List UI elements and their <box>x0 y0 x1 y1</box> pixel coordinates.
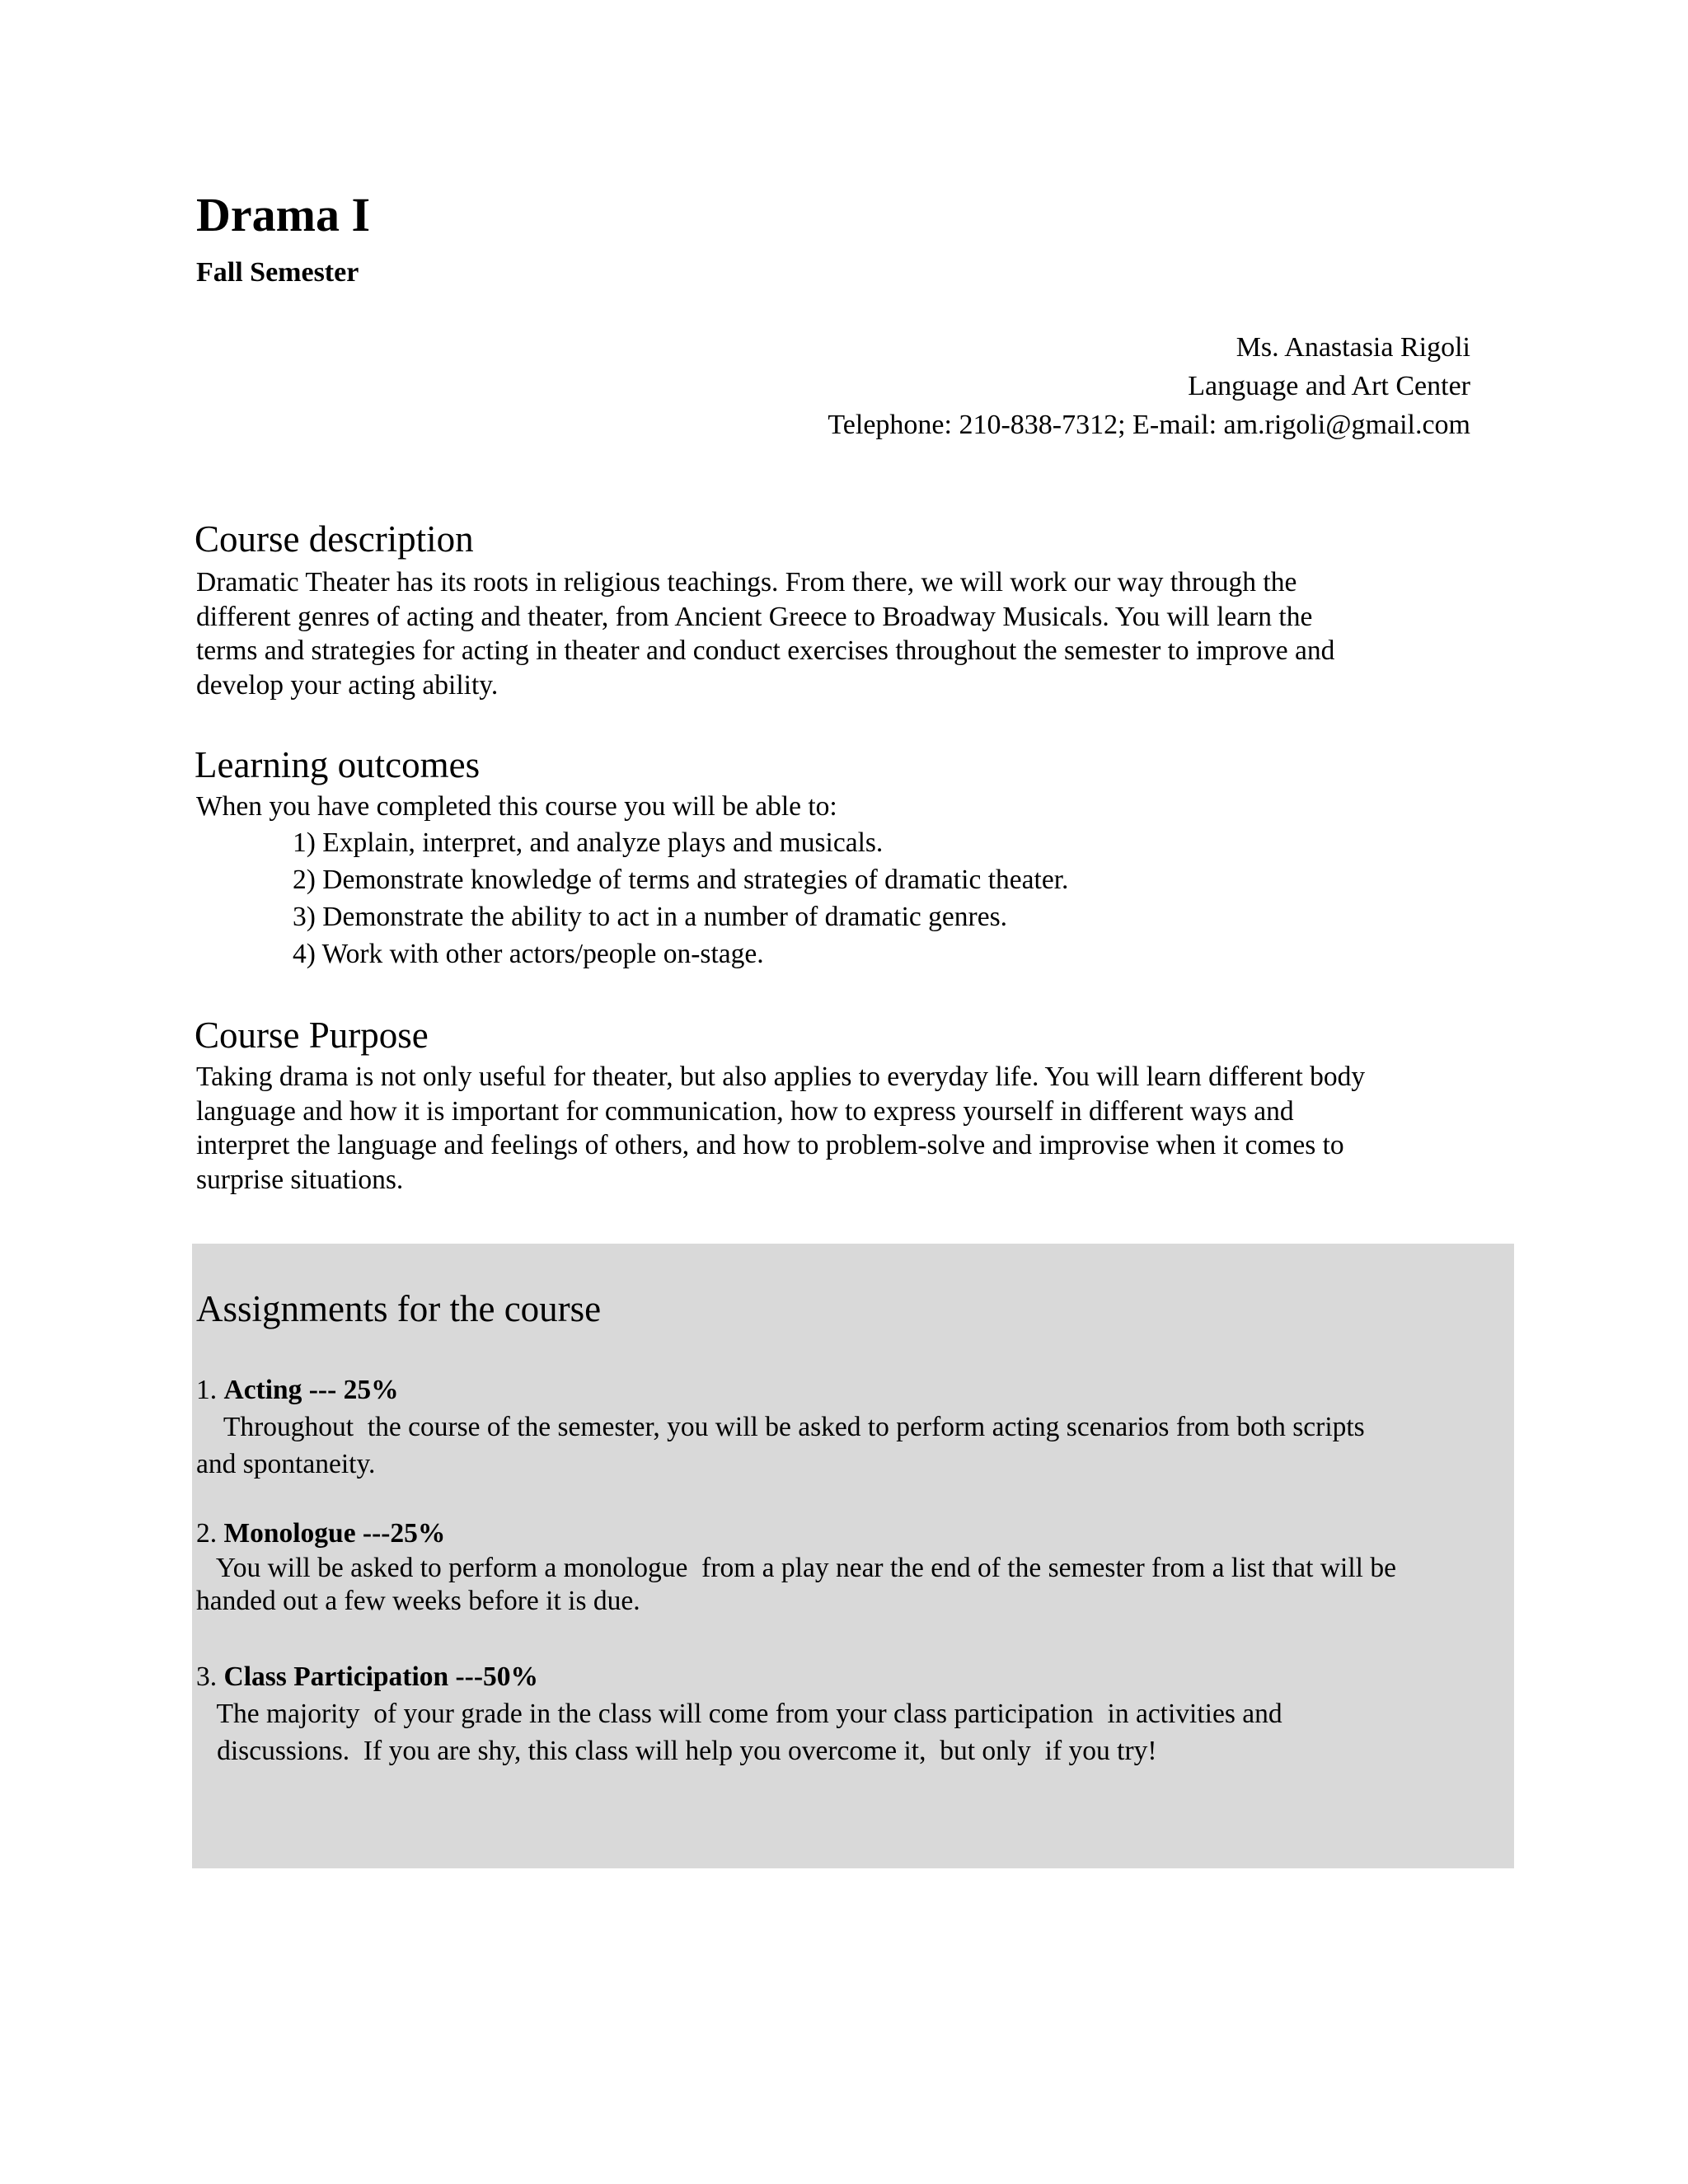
course-purpose-line: interpret the language and feelings of others, and how to problem-solve and improvise when it comes to <box>196 1130 1344 1160</box>
instructor-department: Language and Art Center <box>1188 371 1470 401</box>
assignment-description-line: discussions. If you are shy, this class will help you overcome it, but only if you try! <box>196 1736 1157 1766</box>
instructor-contact <box>828 328 1470 444</box>
course-purpose-line: surprise situations. <box>196 1164 404 1195</box>
assignment-title <box>196 1515 1507 1552</box>
list-item: 3) Demonstrate the ability to act in a number of dramatic genres. <box>293 902 1007 932</box>
assignment-description-line: Throughout the course of the semester, you will be asked to perform acting scenarios from both scripts <box>196 1412 1365 1442</box>
course-semester: Fall Semester <box>196 257 359 288</box>
assignment-description-line: You will be asked to perform a monologue from a play near the end of the semester from a list that will be <box>196 1553 1396 1583</box>
learning-outcomes-list <box>293 824 1068 972</box>
assignment-name: Monologue ---25% <box>223 1518 446 1549</box>
assignment-number: 1. <box>196 1375 218 1405</box>
assignment-item <box>196 1515 1507 1618</box>
course-purpose-heading: Course Purpose <box>195 1015 429 1056</box>
assignment-title <box>196 1658 1507 1695</box>
course-description-line: different genres of acting and theater, from Ancient Greece to Broadway Musicals. You will learn the <box>196 601 1313 632</box>
assignment-description-line: handed out a few weeks before it is due. <box>196 1586 640 1616</box>
assignments-heading: Assignments for the course <box>196 1288 602 1329</box>
assignment-name: Acting --- 25% <box>223 1375 399 1405</box>
assignment-number: 2. <box>196 1518 218 1549</box>
assignment-number: 3. <box>196 1661 218 1692</box>
learning-outcomes-intro: When you have completed this course you will be able to: <box>196 791 837 822</box>
assignment-description-line: and spontaneity. <box>196 1449 376 1479</box>
course-description-line: Dramatic Theater has its roots in religious teachings. From there, we will work our way through the <box>196 567 1297 598</box>
course-description-text <box>196 565 1482 702</box>
instructor-name: Ms. Anastasia Rigoli <box>1236 332 1470 363</box>
course-description-line: terms and strategies for acting in theater and conduct exercises throughout the semester to improve and <box>196 635 1335 666</box>
assignment-name: Class Participation ---50% <box>223 1661 538 1692</box>
assignment-title <box>196 1371 1507 1408</box>
list-item: 2) Demonstrate knowledge of terms and strategies of dramatic theater. <box>293 865 1069 895</box>
assignment-description-line: The majority of your grade in the class will come from your class participation in activities and <box>196 1699 1282 1729</box>
course-description-line: develop your acting ability. <box>196 669 499 701</box>
course-purpose-line: Taking drama is not only useful for theater, but also applies to everyday life. You will learn different body <box>196 1062 1366 1092</box>
course-title: Drama I <box>196 188 371 241</box>
course-purpose-line: language and how it is important for communication, how to express yourself in different ways and <box>196 1095 1294 1127</box>
course-description-heading: Course description <box>195 518 474 560</box>
course-purpose-text <box>196 1060 1482 1197</box>
list-item: 1) Explain, interpret, and analyze plays and musicals. <box>293 827 884 858</box>
list-item: 4) Work with other actors/people on-stage. <box>293 939 764 969</box>
learning-outcomes-heading: Learning outcomes <box>195 744 481 785</box>
assignment-item <box>196 1371 1507 1483</box>
assignment-item <box>196 1658 1507 1769</box>
instructor-phone-email: Telephone: 210-838-7312; E-mail: am.rigoli@gmail.com <box>828 410 1470 440</box>
